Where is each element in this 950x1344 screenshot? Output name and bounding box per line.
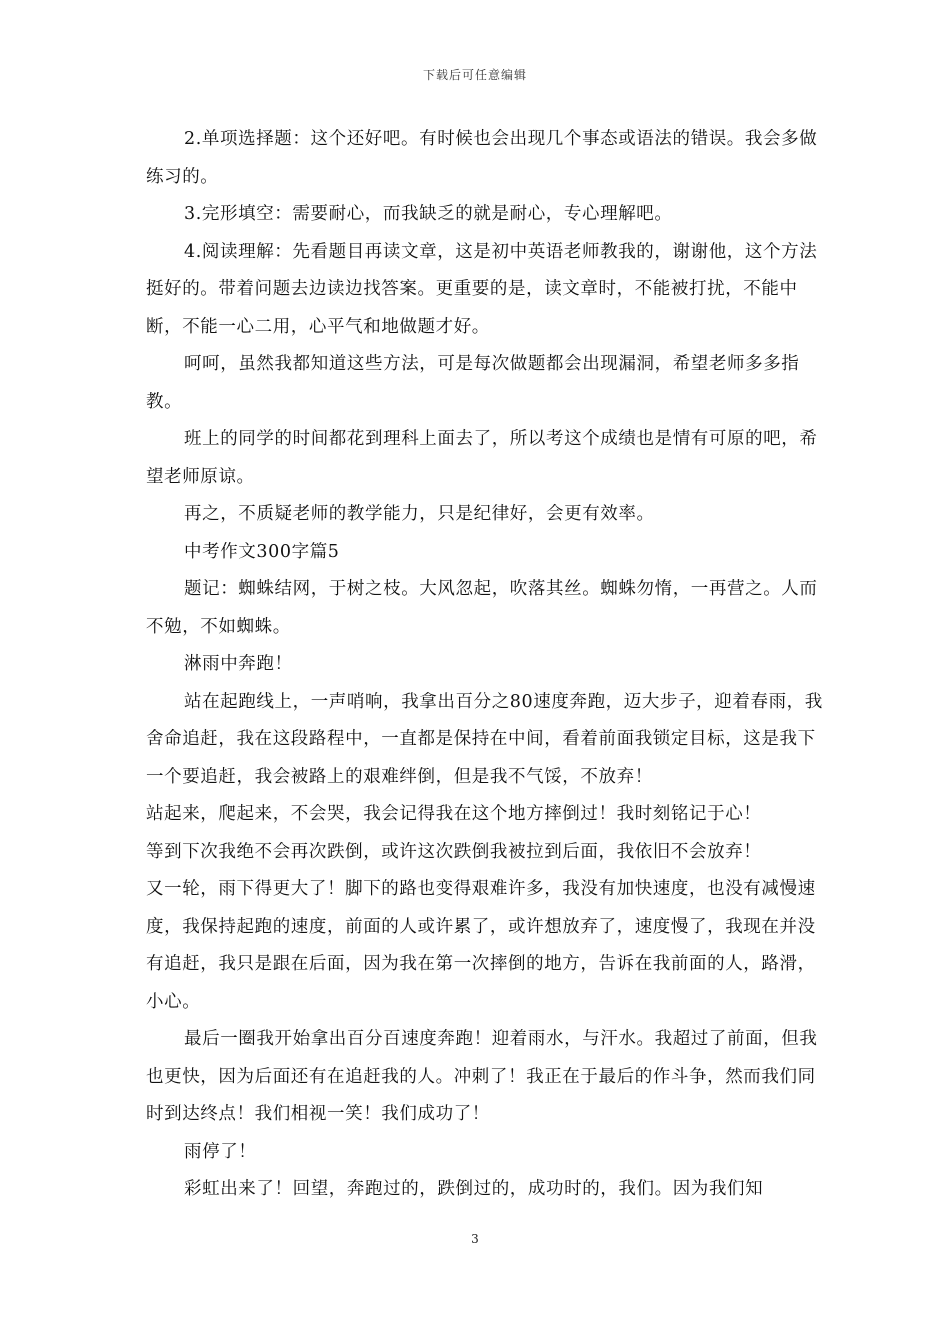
paragraph: 3.完形填空：需要耐心，而我缺乏的就是耐心，专心理解吧。 [184, 204, 673, 224]
paragraph: 站起来，爬起来，不会哭，我会记得我在这个地方摔倒过！我时刻铭记于心！ [146, 804, 762, 824]
document-body [146, 121, 826, 1209]
paragraph: 雨停了！ [184, 1141, 257, 1162]
section-title: 中考作文300字篇5 [184, 541, 340, 562]
paragraph: 等到下次我绝不会再次跌倒，或许这次跌倒我被拉到后面，我依旧不会放弃！ [146, 841, 762, 862]
paragraph: 最后一圈我开始拿出百分百速度奔跑！迎着雨水，与汗水。我超过了前面，但我也更快，因为后面还有在追赶我的人。冲刺了！我正在于最后的作斗争，然而我们同时到达终点！我们相视一笑！我们成功了！ [146, 1029, 818, 1124]
paragraph: 又一轮，雨下得更大了！脚下的路也变得艰难许多，我没有加快速度，也没有减慢速度，我保持起跑的速度，前面的人或许累了，或许想放弃了，速度慢了，我现在并没有追赶，我只是跟在后面，因为我在第一次摔倒的地方，告诉在我前面的人，路滑，小心。 [146, 879, 816, 1012]
page-header: 下载后可任意编辑 [422, 68, 527, 82]
paragraph: 题记：蜘蛛结网，于树之枝。大风忽起，吹落其丝。蜘蛛勿惰，一再营之。人而不勉，不如蜘蛛。 [146, 579, 818, 637]
paragraph: 彩虹出来了！回望，奔跑过的，跌倒过的，成功时的，我们。因为我们知 [184, 1179, 764, 1199]
paragraph: 2.单项选择题：这个还好吧。有时候也会出现几个事态或语法的错误。我会多做练习的。 [146, 129, 818, 187]
paragraph: 再之，不质疑老师的教学能力，只是纪律好，会更有效率。 [184, 504, 655, 524]
page-number: 3 [471, 1232, 479, 1246]
paragraph: 淋雨中奔跑！ [184, 654, 293, 674]
paragraph: 4.阅读理解：先看题目再读文章，这是初中英语老师教我的，谢谢他，这个方法挺好的。带着问题去边读边找答案。更重要的是，读文章时，不能被打扰，不能中断，不能一心二用，心平气和地做题才好。 [146, 241, 818, 337]
paragraph: 站在起跑线上，一声哨响，我拿出百分之80速度奔跑，迈大步子，迎着春雨，我舍命追赶，我在这段路程中，一直都是保持在中间，看着前面我锁定目标，这是我下一个要追赶，我会被路上的艰难绊倒，但是我不气馁，不放弃！ [146, 691, 823, 787]
paragraph: 呵呵，虽然我都知道这些方法，可是每次做题都会出现漏洞，希望老师多多指教。 [146, 354, 800, 412]
paragraph: 班上的同学的时间都花到理科上面去了，所以考这个成绩也是情有可原的吧，希望老师原谅。 [146, 429, 818, 487]
